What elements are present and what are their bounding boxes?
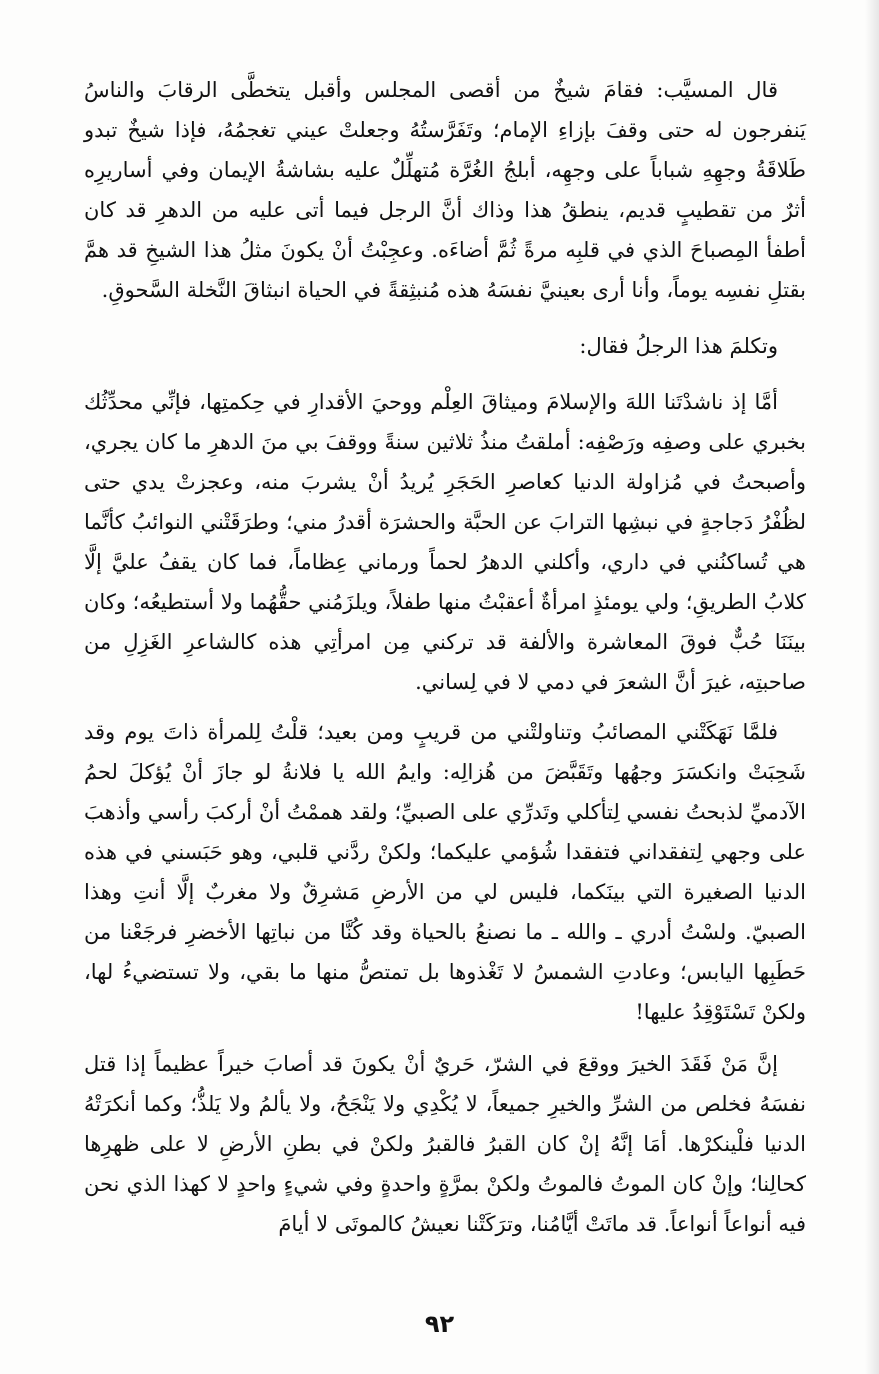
paragraph-text: فلمَّا نَهَكَتْني المصائبُ وتناولتْني من قريبٍ ومن بعيد؛ قلْتُ لِلمرأة ذاتَ يوم وقد شَحِبَتْ وانكسَرَ وجهُها وتَقَبَّضَ من هُزالِه: وايمُ الله يا فلانةُ لو جازَ أنْ يُؤكلَ لحمُ الآدميِّ لذبحتُ نفسي لِتأكلي وتَدرِّي على الصبيِّ؛ ولقد هممْتُ أنْ أركبَ رأسي وأذهبَ على وجهي لِتفقداني فتفقدا شُؤمي عليكما؛ ولكنْ ردَّني قلبي، وهو حَبَسني في هذه الدنيا الصغيرة التي بينَكما، فليس لي من الأرضِ مَشرِقٌ ولا مغربٌ إلَّا أنتِ وهذا الصبيّ. ولسْتُ أدري ـ والله ـ ما نصنعُ بالحياة وقد كُنَّا من نباتِها الأخضرِ فرجَعْنا من حَطَبِها اليابس؛ وعادتِ الشمسُ لا تَغْذوها بل تمتصُّ منها ما بقي، ولا تستضيءُ لها، ولكنْ تَسْتَوْقِدُ عليها! bbox=[84, 720, 806, 1024]
paragraph-text: قال المسيَّب: فقامَ شيخٌ من أقصى المجلس وأقبل يتخطَّى الرقابَ والناسُ يَنفرجون له حتى وقفَ بإزاءِ الإمام؛ وتَفَرَّستُهُ وجعلتْ عيني تغجمُهُ، فإذا شيخٌ تبدو طَلاقَةُ وجهِهِ شباباً على وجهِه، أبلجُ الغُرَّة مُتهلِّلٌ عليه بشاشةُ الإيمان وفي أساريرِه أثرٌ من تقطيبٍ قديم، ينطقُ هذا وذاك أنَّ الرجل فيما أتى عليه من الدهرِ قد كان أطفأ المِصباحَ الذي في قلبِه مرةً ثُمَّ أضاءَه. وعجِبْتُ أنْ يكونَ مثلُ هذا الشيخِ قد همَّ بقتلِ نفسِه يوماً، وأنا أرى بعينيَّ نفسَهُ هذه مُنبثِقةً في الحياة انبثاقَ النَّخلة السَّحوقِ. bbox=[84, 78, 806, 302]
paragraph-text: وتكلمَ هذا الرجلُ فقال: bbox=[579, 334, 778, 358]
paragraph-4 bbox=[84, 712, 806, 1032]
paragraph-1 bbox=[84, 70, 806, 310]
paragraph-5 bbox=[84, 1044, 806, 1244]
paragraph-3 bbox=[84, 382, 806, 702]
page-edge-shadow bbox=[865, 0, 879, 1374]
paragraph-2 bbox=[84, 326, 806, 366]
paragraph-text: أمَّا إذ ناشدْتَنا اللهَ والإسلامَ وميثاقَ العِلْم ووحيَ الأقدارِ في حِكمتِها، فإنِّي محدِّثُك بخبري على وصفِه ورَصْفِه: أملقتُ منذُ ثلاثين سنةً ووقفَ بي منَ الدهرِ ما كان يجري، وأصبحتُ في مُزاولة الدنيا كعاصرِ الحَجَرِ يُريدُ أنْ يشربَ منه، وعجزتْ يدي حتى لظُفْرُ دَجاجةٍ في نبشِها الترابَ عن الحبَّة والحشرَة أقدرُ مني؛ وطرَقَتْني النوائبُ كأنَّما هي تُساكنُني في داري، وأكلني الدهرُ لحماً ورماني عِظاماً، فما كان يقفُ عليَّ إلَّا كلابُ الطريقِ؛ ولي يومئذٍ امرأةٌ أعقبْتُ منها طفلاً، ويلزَمُني حقُّهُما ولا أستطيعُه؛ وكان بينَنَا حُبٌّ فوقَ المعاشرة والألفة قد تركني مِن امرأتِي هذه كالشاعرِ الغَزِلِ من صاحبتِه، غيرَ أنَّ الشعرَ في دمي لا في لِساني. bbox=[84, 390, 806, 694]
page-number: ٩٢ bbox=[424, 1310, 455, 1338]
paragraph-text: إنَّ مَنْ فَقَدَ الخيرَ ووقعَ في الشرّ، حَريٌ أنْ يكونَ قد أصابَ خيراً عظيماً إذا قتل نفسَهُ فخلص من الشرِّ والخيرِ جميعاً، لا يُكْدِي ولا يَنْجَحُ، ولا يألمُ ولا يَلذُّ؛ وكما أنكرَتْهُ الدنيا فلْينكرْها. أمَا إنَّهُ إنْ كان القبرُ فالقبرُ ولكنْ في بطنِ الأرضِ لا على ظهرِها كحالِنا؛ وإنْ كان الموتُ فالموتُ ولكنْ بمرَّةٍ واحدةٍ وفي شيءٍ واحدٍ لا كهذا الذي نحن فيه أنواعاً أنواعاً. قد ماتَتْ أيَّامُنا، وترَكَتْنا نعيشُ كالموتَى لا أيامَ bbox=[84, 1052, 806, 1236]
